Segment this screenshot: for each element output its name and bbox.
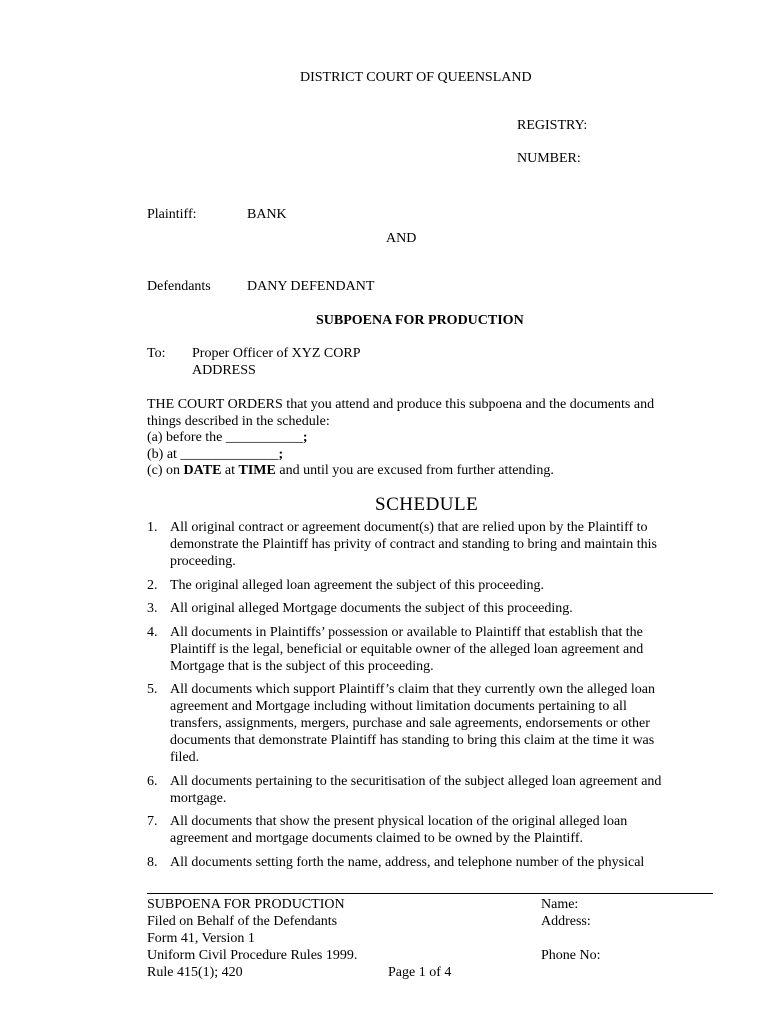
schedule-item [147, 578, 717, 595]
schedule-item-line: All documents which support Plaintiff’s claim that they currently own the alleged loan [170, 682, 655, 697]
schedule-item [147, 774, 717, 808]
orders-line-2: things described in the schedule: [147, 413, 330, 429]
schedule-item-line: agreement and Mortgage including without limitation documents pertaining to all [170, 699, 627, 714]
schedule-item-line: All original alleged Mortgage documents the subject of this proceeding. [170, 601, 573, 616]
schedule-item-line: documents that demonstrate Plaintiff has standing to bring this claim at the time it was [170, 733, 655, 748]
schedule-item-text [170, 578, 717, 595]
footer-phone-label: Phone No: [541, 948, 601, 963]
order-c: (c) on DATE at TIME and until you are excused from further attending. [147, 463, 554, 479]
footer-name-label: Name: [541, 897, 579, 912]
schedule-item [147, 625, 717, 676]
orders-line-1: THE COURT ORDERS that you attend and produce this subpoena and the documents and [147, 397, 655, 412]
schedule-item-text [170, 855, 717, 872]
subpoena-title: SUBPOENA FOR PRODUCTION [316, 313, 524, 328]
footer-form: Form 41, Version 1 [147, 931, 255, 946]
schedule-item-line: filed. [170, 750, 200, 765]
schedule-item-text [170, 601, 717, 618]
schedule-item-text [170, 774, 717, 808]
schedule-list [147, 520, 717, 878]
order-b: (b) at ______________; [147, 446, 284, 462]
footer-divider [147, 893, 713, 894]
court-orders [147, 397, 717, 480]
schedule-item-line: All documents pertaining to the securitisation of the subject alleged loan agreement and [170, 773, 662, 789]
schedule-item-line: The original alleged loan agreement the subject of this proceeding. [170, 577, 544, 593]
defendants-name: DANY DEFENDANT [247, 279, 375, 294]
to-label: To: [147, 346, 166, 361]
schedule-item [147, 814, 717, 848]
schedule-item-number: 2. [147, 577, 158, 593]
recipient-address: ADDRESS [192, 363, 256, 378]
number-label: NUMBER: [517, 151, 581, 166]
schedule-item-line: All documents setting forth the name, address, and telephone number of the physical [170, 854, 645, 870]
schedule-item-line: Plaintiff is the legal, beneficial or equitable owner of the alleged loan agreement and [170, 641, 644, 657]
schedule-item [147, 855, 717, 872]
schedule-item [147, 520, 717, 571]
schedule-item-number: 4. [147, 624, 158, 640]
schedule-item-number: 6. [147, 773, 158, 789]
order-a: (a) before the ___________; [147, 430, 308, 446]
schedule-item-line: proceeding. [170, 554, 236, 569]
schedule-item-line: demonstrate the Plaintiff has privity of contract and standing to bring and maintain this [170, 537, 657, 552]
page-number: Page 1 of 4 [388, 965, 452, 980]
schedule-item [147, 682, 717, 767]
schedule-item-line: All original contract or agreement document(s) that are relied upon by the Plaintiff to [170, 520, 648, 535]
schedule-item-text [170, 520, 717, 571]
schedule-item-line: Mortgage that is the subject of this proceeding. [170, 658, 434, 674]
registry-label: REGISTRY: [517, 118, 588, 133]
schedule-item-number: 1. [147, 520, 158, 535]
and-separator: AND [386, 231, 417, 246]
schedule-item-text [170, 682, 717, 767]
schedule-item-line: transfers, assignments, mergers, purchase and sale agreements, endorsements or other [170, 716, 650, 731]
footer-filed: Filed on Behalf of the Defendants [147, 914, 338, 929]
court-title: DISTRICT COURT OF QUEENSLAND [300, 70, 532, 85]
recipient-name: Proper Officer of XYZ CORP [192, 346, 361, 361]
schedule-item-number: 8. [147, 854, 158, 870]
footer-rule: Rule 415(1); 420 [147, 965, 243, 980]
defendants-label: Defendants [147, 279, 211, 294]
schedule-item-text [170, 814, 717, 848]
schedule-item [147, 601, 717, 618]
schedule-heading: SCHEDULE [375, 494, 479, 515]
footer-address-label: Address: [541, 914, 591, 929]
schedule-item-line: mortgage. [170, 790, 227, 806]
plaintiff-name: BANK [247, 207, 287, 222]
schedule-item-text [170, 625, 717, 676]
footer-title: SUBPOENA FOR PRODUCTION [147, 897, 345, 912]
schedule-item-number: 3. [147, 601, 158, 616]
schedule-item-line: agreement and mortgage documents claimed to be owned by the Plaintiff. [170, 831, 584, 846]
schedule-item-line: All documents in Plaintiffs’ possession or available to Plaintiff that establish that the [170, 624, 643, 640]
schedule-item-number: 5. [147, 682, 158, 697]
schedule-item-number: 7. [147, 814, 158, 829]
plaintiff-label: Plaintiff: [147, 207, 197, 222]
schedule-item-line: All documents that show the present physical location of the original alleged loan [170, 814, 628, 829]
footer-rules: Uniform Civil Procedure Rules 1999. [147, 948, 358, 963]
